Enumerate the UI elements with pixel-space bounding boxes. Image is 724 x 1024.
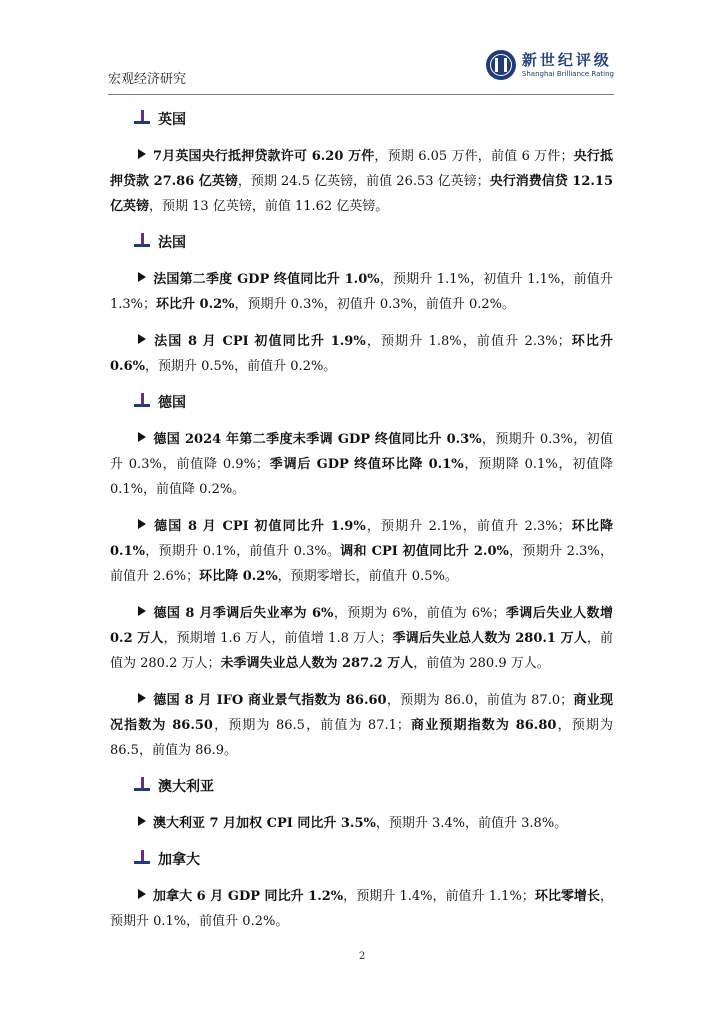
- highlight-text: 商业现况指数为 86.50: [110, 693, 613, 733]
- bullet-paragraph: [110, 267, 613, 317]
- body-text: ，预期为 86.5，前值为 87.1；: [212, 718, 410, 733]
- body-text: ，前值为 280.9 万人。: [413, 656, 550, 671]
- brand-logo: [486, 45, 614, 85]
- highlight-text: 季调后 GDP 终值环比降 0.1%: [268, 457, 464, 472]
- body-text: ，预期零增长，前值升 0.5%。: [277, 569, 458, 584]
- highlight-text: 央行抵押贷款 27.86 亿英镑: [110, 149, 613, 189]
- body-text: ，预期升 3.4%，前值升 3.8%。: [375, 816, 568, 831]
- body-text: ，预期升 0.3%，初值升 0.3%，前值升 0.2%。: [234, 297, 516, 312]
- document-body: [110, 100, 613, 944]
- bullet-paragraph: [110, 884, 613, 934]
- page-number: 2: [358, 951, 366, 962]
- section-bullet-icon: [134, 393, 150, 411]
- section-title: 法国: [158, 235, 186, 251]
- section-heading: [110, 229, 613, 255]
- logo-en-name: Shanghai Brilliance Rating: [521, 69, 614, 78]
- section-title: 德国: [158, 395, 186, 411]
- section-heading: [110, 106, 613, 132]
- body-text: ，预期升 1.1%，初值升 1.1%，前值升 1.3%；: [110, 272, 613, 312]
- body-text: ，预期升 2.3%，前值升 2.6%；: [110, 544, 613, 584]
- section-bullet-icon: [134, 850, 150, 868]
- body-text: ，预期 6.05 万件，前值 6 万件；: [374, 149, 574, 164]
- bullet-paragraph: [110, 811, 613, 836]
- body-text: ，预期降 0.1%，初值降 0.1%，前值降 0.2%。: [110, 457, 613, 497]
- body-text: ，预期升 0.3%，初值升 0.3%，前值降 0.9%；: [110, 432, 613, 472]
- page-header: [108, 40, 614, 95]
- highlight-text: 法国 8 月 CPI 初值同比升 1.9%: [153, 334, 366, 349]
- logo-text: [521, 50, 614, 78]
- highlight-text: 调和 CPI 初值同比升 2.0%: [340, 544, 509, 559]
- body-text: ，预期升 0.5%，前值升 0.2%。: [144, 359, 337, 374]
- highlight-text: 德国 8 月 IFO 商业景气指数为 86.60: [153, 693, 387, 708]
- section-title: 澳大利亚: [158, 779, 214, 795]
- body-text: ，预期 24.5 亿英镑，前值 26.53 亿英镑；: [237, 174, 490, 189]
- arrow-bullet-icon: [138, 432, 146, 442]
- arrow-bullet-icon: [138, 693, 146, 703]
- body-text: ，预期 13 亿英镑，前值 11.62 亿英镑。: [149, 199, 389, 214]
- highlight-text: 加拿大 6 月 GDP 同比升 1.2%: [153, 889, 344, 904]
- body-text: ，预期升 1.4%，前值升 1.1%；: [343, 889, 535, 904]
- bullet-paragraph: [110, 688, 613, 763]
- arrow-bullet-icon: [138, 606, 146, 616]
- logo-emblem-icon: [486, 50, 516, 80]
- bullet-paragraph: [110, 144, 613, 219]
- highlight-text: 季调后失业总人数为 280.1 万人: [392, 631, 587, 646]
- arrow-bullet-icon: [138, 519, 146, 529]
- bullet-paragraph: [110, 329, 613, 379]
- arrow-bullet-icon: [138, 272, 146, 282]
- bullet-paragraph: [110, 514, 613, 589]
- bullet-paragraph: [110, 601, 613, 676]
- body-text: ，预期为 6%，前值为 6%；: [333, 606, 506, 621]
- body-text: ，预期为 86.5，前值为 86.9。: [110, 718, 614, 758]
- section-bullet-icon: [134, 777, 150, 795]
- logo-cn-name: 新世纪评级: [521, 50, 612, 69]
- section-title: 英国: [158, 112, 186, 128]
- highlight-text: 德国 2024 年第二季度未季调 GDP 终值同比升 0.3%: [153, 432, 482, 447]
- highlight-text: 未季调失业总人数为 287.2 万人: [220, 656, 414, 671]
- highlight-text: 7月英国央行抵押贷款许可 6.20 万件: [153, 149, 375, 164]
- section-title: 加拿大: [158, 852, 200, 868]
- highlight-text: 环比降 0.1%: [110, 519, 613, 559]
- body-text: ，前值为 280.2 万人；: [110, 631, 613, 671]
- section-bullet-icon: [134, 110, 150, 128]
- highlight-text: 环比降 0.2%: [199, 569, 278, 584]
- highlight-text: 环比零增长: [534, 889, 600, 904]
- body-text: ，预期增 1.6 万人，前值增 1.8 万人；: [163, 631, 393, 646]
- arrow-bullet-icon: [138, 334, 146, 344]
- highlight-text: 央行消费信贷 12.15 亿英镑: [110, 174, 613, 214]
- bullet-paragraph: [110, 427, 613, 502]
- highlight-text: 季调后失业人数增 0.2 万人: [110, 606, 613, 646]
- body-text: ，预期升 1.8%，前值升 2.3%；: [365, 334, 571, 349]
- section-heading: [110, 773, 613, 799]
- section-heading: [110, 846, 613, 872]
- arrow-bullet-icon: [138, 816, 146, 826]
- section-heading: [110, 389, 613, 415]
- highlight-text: 环比升 0.6%: [110, 334, 613, 374]
- body-text: ，预期为 86.0，前值为 87.0；: [386, 693, 574, 708]
- body-text: ，预期升 0.1%，前值升 0.2%。: [110, 889, 613, 929]
- highlight-text: 商业预期指数为 86.80: [409, 718, 557, 733]
- highlight-text: 德国 8 月季调后失业率为 6%: [153, 606, 334, 621]
- section-bullet-icon: [134, 233, 150, 251]
- highlight-text: 德国 8 月 CPI 初值同比升 1.9%: [153, 519, 366, 534]
- arrow-bullet-icon: [138, 889, 146, 899]
- header-title: 宏观经济研究: [108, 72, 187, 87]
- highlight-text: 法国第二季度 GDP 终值同比升 1.0%: [153, 272, 380, 287]
- highlight-text: 澳大利亚 7 月加权 CPI 同比升 3.5%: [153, 816, 376, 831]
- body-text: ，预期升 2.1%，前值升 2.3%；: [365, 519, 571, 534]
- body-text: ，预期升 0.1%，前值升 0.3%。: [144, 544, 341, 559]
- header-divider: [108, 94, 614, 95]
- highlight-text: 环比升 0.2%: [156, 297, 235, 312]
- arrow-bullet-icon: [138, 149, 146, 159]
